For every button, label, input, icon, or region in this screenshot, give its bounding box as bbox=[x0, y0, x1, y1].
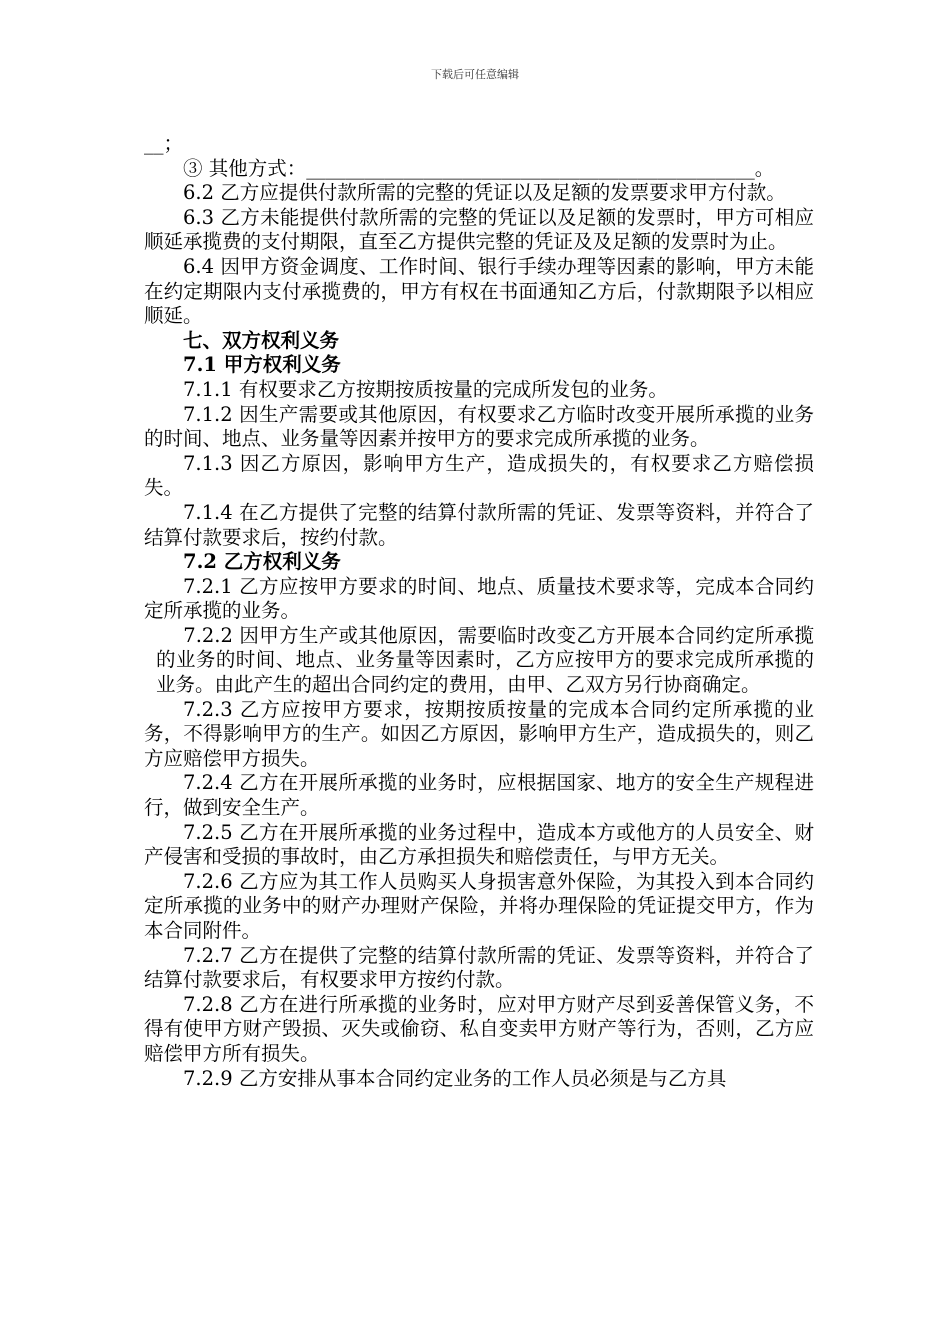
paragraph: __； bbox=[144, 132, 184, 155]
document-body bbox=[144, 132, 814, 1091]
paragraph: 7.2.2 因甲方生产或其他原因，需要临时改变乙方开展本合同约定所承揽的业务的时间、地点、业务量等因素时，乙方应按甲方的要求完成所承揽的业务。由此产生的超出合同约定的费用，由甲、乙双方另行协商确定。 bbox=[156, 623, 814, 697]
section-heading: 七、双方权利义务 bbox=[183, 328, 340, 352]
paragraph: 7.1.1 有权要求乙方按期按质按量的完成所发包的业务。 bbox=[183, 377, 668, 401]
paragraph: 6.2 乙方应提供付款所需的完整的凭证以及足额的发票要求甲方付款。 bbox=[183, 181, 786, 205]
paragraph: 7.2.5 乙方在开展所承揽的业务过程中，造成本方或他方的人员安全、财产侵害和受损的事故时，由乙方承担损失和赔偿责任，与甲方无关。 bbox=[144, 820, 814, 869]
paragraph: 6.4 因甲方资金调度、工作时间、银行手续办理等因素的影响，甲方未能在约定期限内支付承揽费的，甲方有权在书面通知乙方后，付款期限予以相应顺延。 bbox=[144, 254, 814, 328]
paragraph: ③ 其他方式：______________________________________________。 bbox=[183, 156, 775, 180]
subsection-heading: 7.1 甲方权利义务 bbox=[183, 353, 341, 377]
paragraph: 7.2.9 乙方安排从事本合同约定业务的工作人员必须是与乙方具 bbox=[183, 1066, 727, 1090]
subsection-heading: 7.2 乙方权利义务 bbox=[183, 550, 341, 574]
page-header: 下载后可任意编辑 bbox=[431, 68, 519, 81]
paragraph: 7.1.4 在乙方提供了完整的结算付款所需的凭证、发票等资料，并符合了结算付款要求后，按约付款。 bbox=[144, 500, 814, 549]
paragraph: 6.3 乙方未能提供付款所需的完整的凭证以及足额的发票时，甲方可相应顺延承揽费的支付期限，直至乙方提供完整的凭证及及足额的发票时为止。 bbox=[144, 205, 814, 254]
paragraph: 7.2.1 乙方应按甲方要求的时间、地点、质量技术要求等，完成本合同约定所承揽的业务。 bbox=[144, 574, 814, 623]
paragraph: 7.2.7 乙方在提供了完整的结算付款所需的凭证、发票等资料，并符合了结算付款要求后，有权要求甲方按约付款。 bbox=[144, 943, 814, 992]
paragraph: 7.2.6 乙方应为其工作人员购买人身损害意外保险，为其投入到本合同约定所承揽的业务中的财产办理财产保险，并将办理保险的凭证提交甲方，作为本合同附件。 bbox=[144, 869, 814, 942]
paragraph: 7.2.8 乙方在进行所承揽的业务时，应对甲方财产尽到妥善保管义务，不得有使甲方财产毁损、灭失或偷窃、私自变卖甲方财产等行为，否则，乙方应赔偿甲方所有损失。 bbox=[144, 992, 814, 1065]
paragraph: 7.1.2 因生产需要或其他原因，有权要求乙方临时改变开展所承揽的业务的时间、地点、业务量等因素并按甲方的要求完成所承揽的业务。 bbox=[144, 402, 814, 451]
paragraph: 7.2.4 乙方在开展所承揽的业务时，应根据国家、地方的安全生产规程进行，做到安全生产。 bbox=[144, 771, 814, 820]
paragraph: 7.1.3 因乙方原因，影响甲方生产，造成损失的，有权要求乙方赔偿损失。 bbox=[144, 451, 814, 500]
paragraph: 7.2.3 乙方应按甲方要求，按期按质按量的完成本合同约定所承揽的业务，不得影响甲方的生产。如因乙方原因，影响甲方生产，造成损失的，则乙方应赔偿甲方损失。 bbox=[144, 697, 814, 770]
